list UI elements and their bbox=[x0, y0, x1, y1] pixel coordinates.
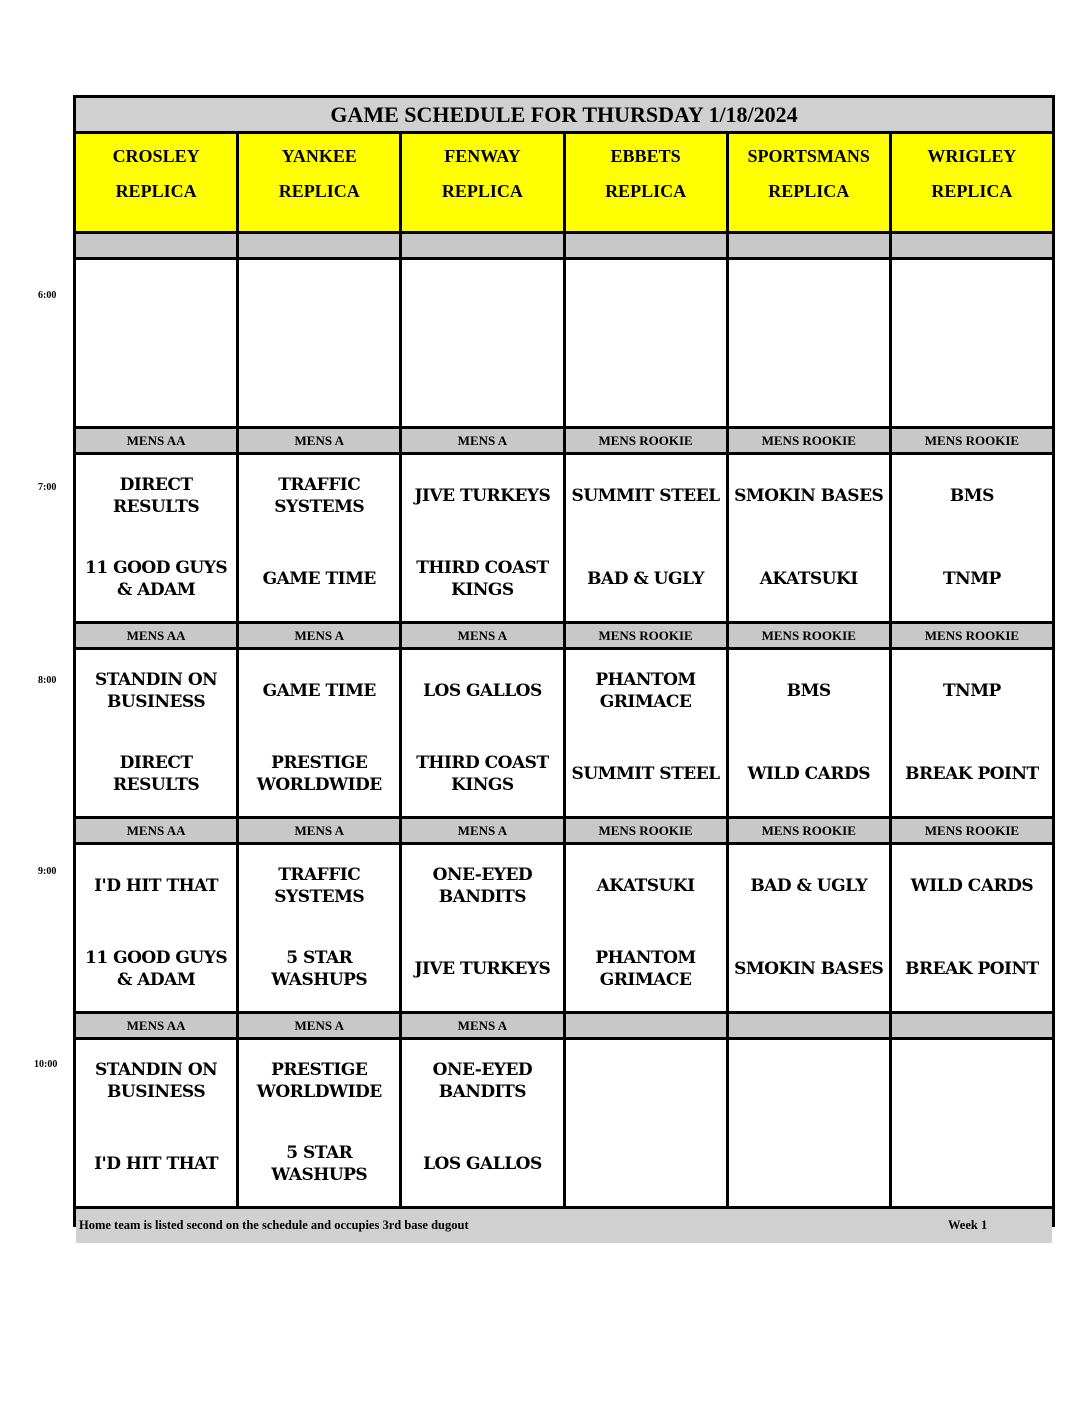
division-label: MENS A bbox=[402, 819, 562, 842]
field-name: FENWAY bbox=[444, 146, 521, 166]
game-cell bbox=[892, 260, 1052, 426]
home-team: SMOKIN BASES bbox=[734, 958, 884, 979]
game-cell bbox=[892, 650, 1052, 816]
game-cell bbox=[239, 260, 399, 426]
game-cell bbox=[76, 455, 236, 621]
home-team: 5 STAR WASHUPS bbox=[271, 948, 368, 990]
division-label: MENS ROOKIE bbox=[566, 819, 726, 842]
game-cell bbox=[402, 845, 562, 1011]
division-label bbox=[892, 234, 1052, 257]
home-team bbox=[729, 1123, 889, 1206]
field-subtitle: REPLICA bbox=[768, 181, 850, 201]
division-label bbox=[729, 1014, 889, 1037]
game-cell bbox=[402, 1040, 562, 1206]
division-label: MENS ROOKIE bbox=[729, 819, 889, 842]
game-cell bbox=[566, 845, 726, 1011]
division-label bbox=[566, 1014, 726, 1037]
division-label: MENS AA bbox=[76, 819, 236, 842]
field-name: CROSLEY bbox=[112, 146, 200, 166]
away-team bbox=[892, 1040, 1052, 1123]
away-team: AKATSUKI bbox=[596, 875, 695, 896]
field-name: YANKEE bbox=[281, 146, 357, 166]
game-cell bbox=[76, 650, 236, 816]
home-team bbox=[729, 343, 889, 426]
home-team: AKATSUKI bbox=[759, 568, 858, 589]
away-team: TRAFFIC SYSTEMS bbox=[274, 475, 365, 517]
away-team bbox=[892, 260, 1052, 343]
time-label: 7:00 bbox=[38, 482, 57, 493]
game-cell bbox=[566, 650, 726, 816]
week-label: Week 1 bbox=[948, 1218, 988, 1232]
away-team: STANDIN ON BUSINESS bbox=[94, 670, 218, 712]
home-team: BAD & UGLY bbox=[587, 568, 704, 589]
time-label: 10:00 bbox=[34, 1059, 58, 1070]
home-team bbox=[76, 343, 236, 426]
away-team: WILD CARDS bbox=[910, 875, 1034, 896]
field-subtitle: REPLICA bbox=[278, 181, 360, 201]
field-subtitle: REPLICA bbox=[605, 181, 687, 201]
division-label bbox=[76, 234, 236, 257]
field-name: EBBETS bbox=[610, 146, 681, 166]
home-team bbox=[892, 1123, 1052, 1206]
home-team bbox=[892, 343, 1052, 426]
away-team: I'D HIT THAT bbox=[94, 875, 219, 896]
division-label: MENS ROOKIE bbox=[892, 429, 1052, 452]
division-label: MENS A bbox=[239, 429, 399, 452]
division-label bbox=[402, 234, 562, 257]
game-cell bbox=[239, 845, 399, 1011]
away-team: BMS bbox=[786, 680, 831, 701]
time-label: 6:00 bbox=[38, 290, 57, 301]
game-cell bbox=[566, 455, 726, 621]
game-cell bbox=[402, 650, 562, 816]
game-cell bbox=[402, 455, 562, 621]
home-team bbox=[239, 343, 399, 426]
footer-bar bbox=[76, 1209, 1052, 1243]
away-team: BAD & UGLY bbox=[750, 875, 868, 896]
home-team: GAME TIME bbox=[262, 568, 376, 589]
home-team bbox=[566, 1123, 726, 1206]
away-team: PHANTOM GRIMACE bbox=[595, 670, 696, 712]
away-team bbox=[729, 260, 889, 343]
field-header bbox=[566, 134, 726, 231]
home-team-note: Home team is listed second on the schedule and occupies 3rd base dugout bbox=[79, 1218, 469, 1232]
field-header bbox=[76, 134, 236, 231]
home-team: DIRECT RESULTS bbox=[112, 753, 200, 795]
home-team: 11 GOOD GUYS & ADAM bbox=[85, 558, 228, 600]
division-label: MENS ROOKIE bbox=[566, 429, 726, 452]
home-team: BREAK POINT bbox=[905, 958, 1039, 979]
game-cell bbox=[729, 1040, 889, 1206]
division-label: MENS AA bbox=[76, 1014, 236, 1037]
division-label bbox=[729, 234, 889, 257]
home-team: THIRD COAST KINGS bbox=[416, 753, 549, 795]
field-subtitle: REPLICA bbox=[441, 181, 523, 201]
away-team bbox=[729, 1040, 889, 1123]
game-cell bbox=[892, 455, 1052, 621]
division-label: MENS A bbox=[402, 429, 562, 452]
home-team: PHANTOM GRIMACE bbox=[595, 948, 696, 990]
schedule-grid bbox=[73, 95, 1055, 1232]
home-team: THIRD COAST KINGS bbox=[416, 558, 549, 600]
game-cell bbox=[566, 1040, 726, 1206]
game-cell bbox=[76, 260, 236, 426]
home-team: BREAK POINT bbox=[905, 763, 1039, 784]
away-team: LOS GALLOS bbox=[423, 680, 542, 701]
game-cell bbox=[402, 260, 562, 426]
time-label: 8:00 bbox=[38, 675, 57, 686]
field-header bbox=[729, 134, 889, 231]
division-label: MENS A bbox=[402, 624, 562, 647]
field-header bbox=[239, 134, 399, 231]
division-label: MENS A bbox=[239, 1014, 399, 1037]
division-label: MENS A bbox=[239, 624, 399, 647]
division-label: MENS AA bbox=[76, 429, 236, 452]
division-label: MENS ROOKIE bbox=[566, 624, 726, 647]
field-subtitle: REPLICA bbox=[115, 181, 197, 201]
away-team bbox=[76, 260, 236, 343]
away-team: GAME TIME bbox=[262, 680, 376, 701]
away-team: PRESTIGE WORLDWIDE bbox=[256, 1060, 382, 1102]
division-label: MENS A bbox=[239, 819, 399, 842]
field-header bbox=[892, 134, 1052, 231]
away-team: STANDIN ON BUSINESS bbox=[94, 1060, 218, 1102]
away-team: SMOKIN BASES bbox=[734, 485, 884, 506]
home-team: I'D HIT THAT bbox=[94, 1153, 219, 1174]
field-header bbox=[402, 134, 562, 231]
away-team: ONE-EYED BANDITS bbox=[432, 865, 533, 907]
field-subtitle: REPLICA bbox=[931, 181, 1013, 201]
away-team: BMS bbox=[949, 485, 994, 506]
away-team bbox=[239, 260, 399, 343]
game-cell bbox=[729, 845, 889, 1011]
home-team: TNMP bbox=[943, 568, 1001, 589]
division-label bbox=[239, 234, 399, 257]
away-team: TNMP bbox=[943, 680, 1001, 701]
game-cell bbox=[892, 845, 1052, 1011]
field-name: SPORTSMANS bbox=[747, 146, 870, 166]
away-team: JIVE TURKEYS bbox=[414, 485, 551, 506]
home-team: LOS GALLOS bbox=[423, 1153, 542, 1174]
game-cell bbox=[239, 650, 399, 816]
time-label: 9:00 bbox=[38, 866, 57, 877]
division-label: MENS AA bbox=[76, 624, 236, 647]
away-team: TRAFFIC SYSTEMS bbox=[274, 865, 365, 907]
division-label: MENS A bbox=[402, 1014, 562, 1037]
away-team: SUMMIT STEEL bbox=[571, 485, 720, 506]
away-team bbox=[566, 1040, 726, 1123]
division-label bbox=[892, 1014, 1052, 1037]
away-team: ONE-EYED BANDITS bbox=[432, 1060, 533, 1102]
away-team: DIRECT RESULTS bbox=[112, 475, 200, 517]
home-team: JIVE TURKEYS bbox=[414, 958, 551, 979]
division-label: MENS ROOKIE bbox=[729, 624, 889, 647]
game-cell bbox=[729, 455, 889, 621]
away-team bbox=[566, 260, 726, 343]
home-team bbox=[566, 343, 726, 426]
game-cell bbox=[76, 845, 236, 1011]
division-label: MENS ROOKIE bbox=[892, 819, 1052, 842]
home-team: 11 GOOD GUYS & ADAM bbox=[85, 948, 228, 990]
game-cell bbox=[892, 1040, 1052, 1206]
division-label: MENS ROOKIE bbox=[892, 624, 1052, 647]
game-cell bbox=[239, 1040, 399, 1206]
game-cell bbox=[239, 455, 399, 621]
away-team bbox=[402, 260, 562, 343]
schedule-title: GAME SCHEDULE FOR THURSDAY 1/18/2024 bbox=[76, 98, 1052, 131]
game-cell bbox=[729, 650, 889, 816]
home-team bbox=[402, 343, 562, 426]
home-team: SUMMIT STEEL bbox=[571, 763, 720, 784]
game-cell bbox=[76, 1040, 236, 1206]
home-team: WILD CARDS bbox=[747, 763, 870, 784]
game-cell bbox=[729, 260, 889, 426]
home-team: PRESTIGE WORLDWIDE bbox=[256, 753, 382, 795]
home-team: 5 STAR WASHUPS bbox=[271, 1143, 368, 1185]
field-name: WRIGLEY bbox=[927, 146, 1017, 166]
division-label bbox=[566, 234, 726, 257]
game-cell bbox=[566, 260, 726, 426]
division-label: MENS ROOKIE bbox=[729, 429, 889, 452]
